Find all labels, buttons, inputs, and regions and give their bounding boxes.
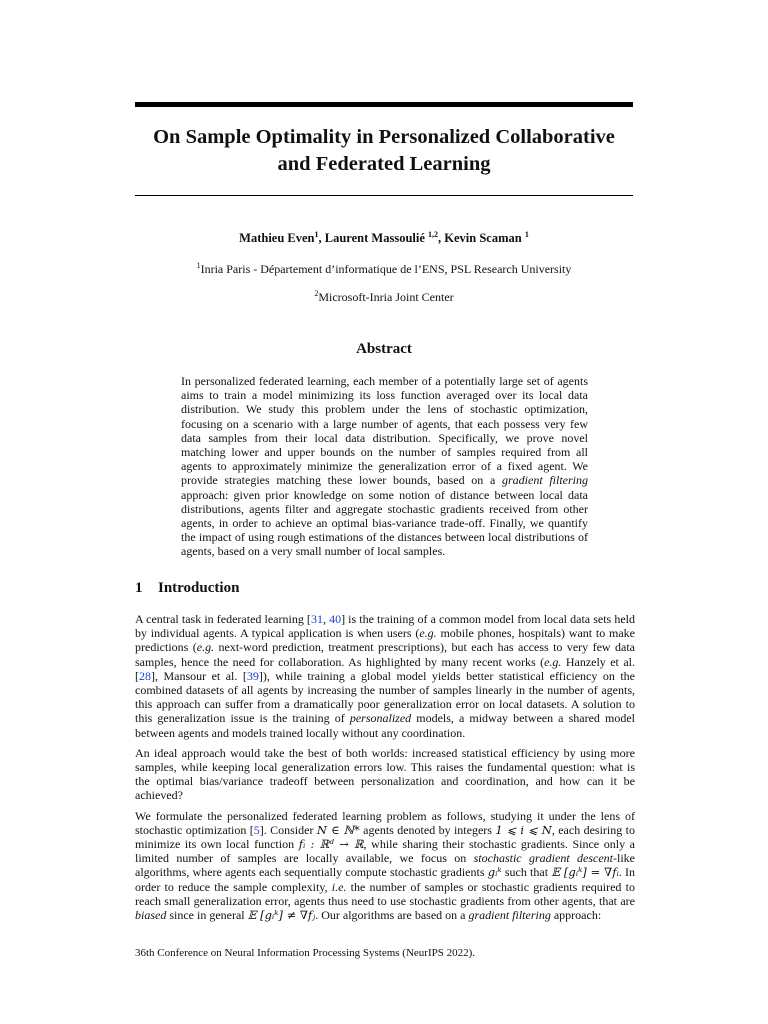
- text-run: ]. Consider: [259, 822, 317, 837]
- math-inline: 𝔼 [gᵢᵏ] ≠ ∇fⱼ: [247, 908, 316, 923]
- emphasis: stochastic gradient descent: [473, 851, 614, 866]
- text-run: ] is the training of a common model from local data sets held by individual agents. A typical application is when users (: [135, 612, 636, 641]
- conference-footer: 36th Conference on Neural Information Processing Systems (NeurIPS 2022).: [135, 947, 476, 959]
- math-inline: N ∈ ℕ*: [316, 822, 360, 837]
- text-run: Hanzely et al. [: [135, 654, 635, 683]
- text-run: models, a midway between a shared model between agents and models trained locally without any coordination.: [135, 711, 635, 740]
- section-heading-introduction: [135, 580, 239, 597]
- citation-link[interactable]: 28: [139, 668, 151, 683]
- paragraph-1: [135, 612, 635, 740]
- author-affil-mark: 1: [524, 229, 529, 239]
- paragraph-2: An ideal approach would take the best of both worlds: increased statistical efficiency by using more samples, while keeping local generalization errors low. This raises the fundamental question: what is the optimal bias/variance tradeoff between personalization and coordination, and how can it be achieved?: [135, 745, 635, 803]
- text-run: next-word prediction, treatment prescriptions), but each has access to very few data samples, hence the need for collaboration. As highlighted by many recent works (: [135, 640, 635, 669]
- emphasis: e.g.: [544, 654, 562, 669]
- section-number: 1: [135, 580, 143, 596]
- text-run: the number of samples or stochastic gradients required to reach small generalization error, agents thus need to use stochastic gradients from other agents, that are: [135, 879, 635, 908]
- author-name: Kevin Scaman: [444, 231, 525, 245]
- affiliation-mark: 2: [314, 289, 319, 298]
- text-run: -like algorithms, where agents each sequentially compute stochastic gradients: [135, 851, 636, 880]
- section-title: Introduction: [158, 580, 240, 596]
- text-run: ], Mansour et al. [: [151, 668, 247, 683]
- text-run: , while sharing their stochastic gradients. Since only a limited number of samples are locally available, we focus on: [135, 837, 636, 866]
- author-list: [135, 231, 633, 246]
- math-inline: fᵢ : ℝᵈ → ℝ: [298, 837, 364, 852]
- affiliation-text: Microsoft-Inria Joint Center: [318, 290, 454, 304]
- affiliation-1: [135, 262, 633, 277]
- emphasis: e.g.: [196, 640, 215, 655]
- text-run: agents denoted by integers: [359, 822, 496, 837]
- author-separator: ,: [438, 231, 445, 245]
- affiliation-mark: 1: [196, 261, 201, 270]
- citation-link[interactable]: 31: [310, 612, 323, 626]
- text-run: mobile phones, hospitals) want to make predictions (: [135, 626, 635, 655]
- title-line-1: On Sample Optimality in Personalized Collaborative: [153, 126, 615, 148]
- math-inline: 𝔼 [gᵢᵏ] = ∇fᵢ: [551, 865, 619, 880]
- introduction-body: [135, 612, 635, 928]
- math-inline: gᵢᵏ: [487, 865, 502, 880]
- emphasis: personalized: [349, 711, 412, 726]
- author-name: Mathieu Even: [239, 231, 315, 245]
- title-bottom-rule: [135, 195, 633, 196]
- text-run: ]), while training a global model yields better statistical efficiency on the combined datasets of all agents by increasing the number of samples linearly in the number of agents, this approach can suffer from a dramatically poor generalization error on local datasets. A solution to this generalization issue is the training of: [135, 668, 635, 726]
- text-run: A central task in federated learning [: [135, 612, 311, 626]
- text-run: ,: [322, 612, 330, 626]
- title-top-rule: [135, 102, 633, 107]
- title-line-2: and Federated Learning: [277, 153, 491, 175]
- text-run: approach:: [550, 908, 602, 923]
- text-run: such that: [501, 865, 552, 880]
- emphasis: e.g.: [419, 626, 437, 641]
- abstract-text: approach: given prior knowledge on some notion of distance between local data distributions, agents filter and aggregate stochastic gradients received from other agents, in order to achieve an optimal bias-variance trade-off. Finally, we quantify the impact of using rough estimations of the distances between local distributions of agents, based on a very small number of local samples.: [181, 487, 588, 559]
- emphasis: biased: [135, 908, 167, 923]
- citation-link[interactable]: 39: [246, 668, 259, 683]
- text-run: . Our algorithms are based on a: [315, 908, 469, 923]
- citation-link[interactable]: 5: [253, 822, 260, 837]
- text-run: We formulate the personalized federated learning problem as follows, studying it under the lens of stochastic optimization [: [135, 808, 635, 837]
- text-run: , each desiring to minimize its own local function: [135, 822, 635, 852]
- emphasis: i.e.: [331, 879, 347, 894]
- text-run: . In order to reduce the sample complexity,: [135, 865, 636, 894]
- abstract-heading: Abstract: [356, 341, 412, 357]
- citation-link[interactable]: 40: [329, 612, 342, 626]
- author-name: Laurent Massoulié: [324, 231, 429, 245]
- math-inline: 1 ⩽ i ⩽ N: [495, 822, 552, 837]
- author-affil-mark: 1,2: [428, 229, 439, 239]
- abstract-emphasis: gradient filtering: [501, 473, 588, 488]
- paragraph-3: [135, 809, 635, 923]
- abstract-body: [181, 374, 588, 559]
- paper-title: [135, 124, 633, 178]
- emphasis: gradient filtering: [468, 908, 551, 923]
- affiliation-text: Inria Paris - Département d’informatique de l’ENS, PSL Research University: [200, 262, 572, 276]
- affiliation-2: [135, 290, 633, 305]
- author-separator: ,: [318, 231, 325, 245]
- abstract-text: In personalized federated learning, each member of a potentially large set of agents aims to train a model minimizing its loss function averaged over its local data distribution. We study this problem under the lens of stochastic optimization, focusing on a scenario with a large number of agents, that each possess very few data samples from their local data distribution. Specifically, we prove novel matching lower and upper bounds on the number of samples required from all agents to approximately minimize the generalization error of a fixed agent. We provide strategies matching these lower bounds, based on a: [181, 374, 588, 488]
- text-run: since in general: [166, 908, 248, 923]
- author-affil-mark: 1: [314, 229, 319, 239]
